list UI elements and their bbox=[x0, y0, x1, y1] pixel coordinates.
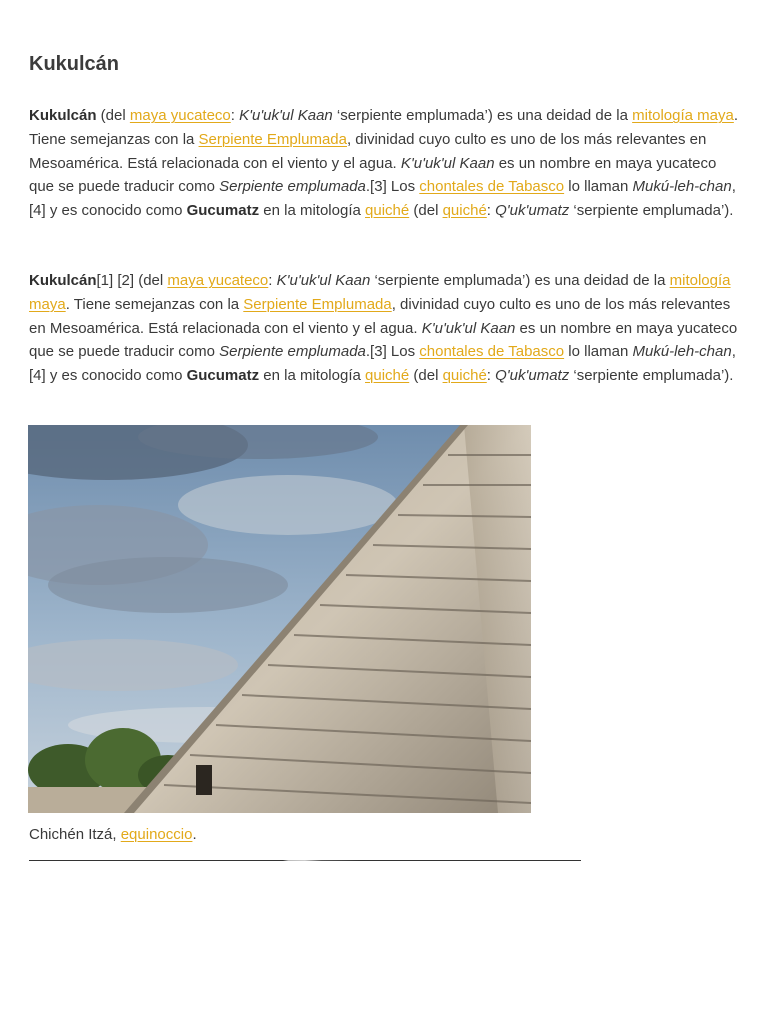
link-serpiente-emplumada[interactable]: Serpiente Emplumada bbox=[243, 295, 392, 313]
text: ,[4] y es conocido como bbox=[29, 343, 736, 385]
caption-text: Chichén Itzá, bbox=[29, 826, 121, 843]
text: lo llaman bbox=[564, 178, 633, 196]
term-italic: Serpiente emplumada bbox=[219, 343, 366, 361]
link-equinoccio[interactable]: equinoccio bbox=[120, 826, 193, 843]
link-quiche[interactable]: quiché bbox=[365, 367, 410, 385]
text: (del bbox=[409, 367, 443, 385]
divider bbox=[29, 860, 581, 861]
link-maya-yucateco[interactable]: maya yucateco bbox=[129, 107, 231, 124]
term-bold: Kukulcán bbox=[29, 272, 97, 289]
page-title: Kukulcán bbox=[29, 53, 120, 75]
paragraph-2 bbox=[29, 269, 739, 388]
term-italic: Q'uk'umatz bbox=[495, 367, 570, 385]
text: ‘serpiente emplumada’) es una deidad de la bbox=[332, 107, 633, 124]
text: , divinidad cuyo culto es uno de los más relevantes en Mesoamérica. Está relacionada con el viento y el agua. bbox=[29, 130, 707, 172]
text: . Tiene semejanzas con la bbox=[65, 295, 244, 313]
text: ‘serpiente emplumada’). bbox=[569, 202, 734, 220]
paragraph-1 bbox=[29, 104, 739, 223]
image-caption bbox=[29, 824, 197, 846]
link-quiche[interactable]: quiché bbox=[442, 202, 487, 220]
text: es un nombre en maya yucateco que se puede traducir como bbox=[29, 319, 738, 361]
text: . Tiene semejanzas con la bbox=[29, 107, 739, 148]
text: .[3] Los bbox=[365, 343, 420, 361]
term-italic: Mukú-leh-chan bbox=[632, 343, 732, 361]
term-italic: K'u'uk'ul Kaan bbox=[239, 107, 333, 124]
link-chontales-de-tabasco[interactable]: chontales de Tabasco bbox=[419, 343, 565, 361]
text: [1] [2] (del bbox=[96, 272, 168, 289]
term-italic: Serpiente emplumada bbox=[219, 178, 366, 196]
term-bold: Gucumatz bbox=[186, 202, 260, 220]
link-quiche[interactable]: quiché bbox=[365, 202, 410, 220]
text: ‘serpiente emplumada’) es una deidad de la bbox=[370, 272, 670, 289]
link-mitologia-maya[interactable]: mitología maya bbox=[29, 272, 731, 313]
term-italic: K'u'uk'ul Kaan bbox=[400, 154, 495, 172]
link-maya-yucateco[interactable]: maya yucateco bbox=[167, 272, 269, 289]
text: : bbox=[268, 272, 277, 289]
text: ,[4] y es conocido como bbox=[29, 178, 736, 220]
text: en la mitología bbox=[259, 202, 366, 220]
text: ‘serpiente emplumada’). bbox=[569, 367, 734, 385]
link-mitologia-maya[interactable]: mitología maya bbox=[632, 107, 734, 124]
term-italic: Mukú-leh-chan bbox=[632, 178, 732, 196]
text: (del bbox=[96, 107, 130, 124]
text: : bbox=[486, 367, 496, 385]
pyramid-photo bbox=[28, 425, 531, 813]
text: lo llaman bbox=[564, 343, 633, 361]
text: : bbox=[486, 202, 496, 220]
text: .[3] Los bbox=[365, 178, 420, 196]
term-bold: Kukulcán bbox=[29, 107, 97, 124]
text: (del bbox=[409, 202, 443, 220]
link-quiche[interactable]: quiché bbox=[442, 367, 487, 385]
text: en la mitología bbox=[259, 367, 366, 385]
term-italic: Q'uk'umatz bbox=[495, 202, 570, 220]
link-serpiente-emplumada[interactable]: Serpiente Emplumada bbox=[198, 130, 347, 148]
link-chontales-de-tabasco[interactable]: chontales de Tabasco bbox=[419, 178, 565, 196]
term-italic: K'u'uk'ul Kaan bbox=[421, 319, 516, 337]
text: : bbox=[230, 107, 240, 124]
text: , divinidad cuyo culto es uno de los más relevantes en Mesoamérica. Está relacionada con el viento y el agua. bbox=[29, 295, 731, 337]
pyramid-illustration bbox=[28, 425, 531, 813]
text: es un nombre en maya yucateco que se puede traducir como bbox=[29, 154, 717, 196]
term-italic: K'u'uk'ul Kaan bbox=[276, 272, 371, 289]
term-bold: Gucumatz bbox=[186, 367, 260, 385]
caption-end: . bbox=[192, 826, 197, 843]
